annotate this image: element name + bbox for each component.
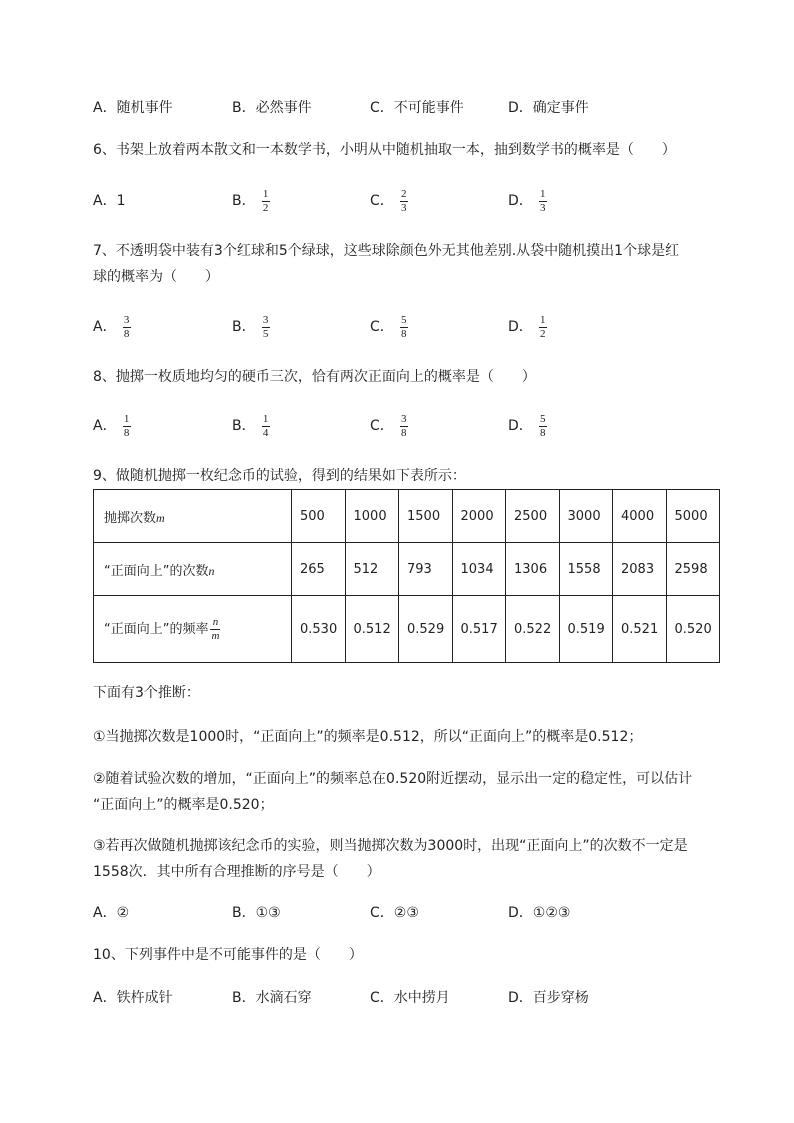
fraction bbox=[262, 315, 270, 340]
q5-options bbox=[0, 95, 794, 121]
option-label: B． bbox=[232, 319, 256, 335]
fraction bbox=[539, 414, 547, 439]
q5-option-a: A．随机事件 bbox=[93, 100, 173, 116]
numerator: 1 bbox=[540, 187, 546, 200]
fraction bbox=[539, 189, 547, 214]
q8-option-a bbox=[93, 413, 131, 439]
table-cell: 1558 bbox=[559, 543, 613, 596]
table-cell: 0.520 bbox=[666, 596, 720, 663]
q8-option-d bbox=[508, 413, 547, 439]
table-cell: 1500 bbox=[399, 490, 453, 543]
table-cell: 0.529 bbox=[399, 596, 453, 663]
table-cell: 1034 bbox=[452, 543, 506, 596]
option-label: D． bbox=[508, 193, 533, 209]
q7-option-d bbox=[508, 314, 547, 340]
option-label: A． bbox=[93, 319, 117, 335]
q5-option-c: C．不可能事件 bbox=[370, 100, 464, 116]
q7-option-c bbox=[370, 314, 408, 340]
table-cell: 0.521 bbox=[613, 596, 667, 663]
fraction bbox=[400, 414, 408, 439]
denominator: 5 bbox=[262, 327, 269, 340]
option-value: 1 bbox=[116, 193, 126, 209]
q6-option-d bbox=[508, 188, 547, 214]
q8-option-c bbox=[370, 413, 408, 439]
q7-text-line1: 7、不透明袋中装有3个红球和5个绿球，这些球除颜色外无其他差别.从袋中随机摸出1个球是红 bbox=[93, 243, 680, 259]
q10-options bbox=[0, 985, 794, 1011]
numerator: 3 bbox=[262, 313, 269, 326]
q6-option-c bbox=[370, 188, 408, 214]
q9-inference-2-line2: “正面向上”的概率是0.520； bbox=[93, 797, 274, 813]
denominator: 8 bbox=[123, 426, 130, 439]
fraction bbox=[262, 414, 270, 439]
q9-options bbox=[0, 900, 794, 926]
q9-option-d: D．①②③ bbox=[508, 905, 571, 921]
option-label: C． bbox=[370, 193, 394, 209]
table-cell: 3000 bbox=[559, 490, 613, 543]
table-cell: 793 bbox=[399, 543, 453, 596]
table-cell: 4000 bbox=[613, 490, 667, 543]
denominator: 3 bbox=[540, 201, 546, 214]
denominator: 8 bbox=[401, 426, 407, 439]
table-cell: 0.530 bbox=[292, 596, 346, 663]
denominator: 8 bbox=[540, 426, 546, 439]
q8-text: 8、抛掷一枚质地均匀的硬币三次，恰有两次正面向上的概率是（ ） bbox=[93, 369, 536, 385]
table-cell: 0.512 bbox=[345, 596, 399, 663]
q7-text-line2: 球的概率为（ ） bbox=[93, 269, 219, 285]
q6-option-a bbox=[93, 188, 126, 214]
fraction bbox=[123, 315, 131, 340]
option-label: C． bbox=[370, 319, 394, 335]
q10-option-a: A．铁杵成针 bbox=[93, 990, 173, 1006]
option-label: B． bbox=[232, 193, 256, 209]
q9-intro: 下面有3个推断： bbox=[93, 685, 200, 701]
table-row bbox=[94, 490, 720, 543]
denominator: 2 bbox=[540, 327, 546, 340]
fraction bbox=[400, 189, 408, 214]
q9-option-a: A．② bbox=[93, 905, 130, 921]
q7-options bbox=[0, 314, 794, 340]
table-row bbox=[94, 596, 720, 663]
q6-option-b bbox=[232, 188, 270, 214]
q5-option-d: D．确定事件 bbox=[508, 100, 589, 116]
option-label: A． bbox=[93, 193, 117, 209]
q10-option-b: B．水滴石穿 bbox=[232, 990, 312, 1006]
q9-text: 9、做随机抛掷一枚纪念币的试验，得到的结果如下表所示： bbox=[93, 468, 466, 484]
results-table bbox=[93, 489, 720, 663]
q7-option-a bbox=[93, 314, 131, 340]
row-header: 抛掷次数m bbox=[94, 490, 292, 543]
numerator: 3 bbox=[401, 412, 407, 425]
table-cell: 0.517 bbox=[452, 596, 506, 663]
option-label: B． bbox=[232, 418, 256, 434]
table-cell: 1306 bbox=[506, 543, 560, 596]
q9-inference-2-line1: ②随着试验次数的增加，“正面向上”的频率总在0.520附近摆动，显示出一定的稳定性，可以估计 bbox=[93, 771, 693, 787]
table-cell: 1000 bbox=[345, 490, 399, 543]
table-row bbox=[94, 543, 720, 596]
q10-option-c: C．水中捞月 bbox=[370, 990, 450, 1006]
q9-inference-1: ①当抛掷次数是1000时，“正面向上”的频率是0.512，所以“正面向上”的概率是0.512； bbox=[93, 729, 643, 745]
q6-text: 6、书架上放着两本散文和一本数学书，小明从中随机抽取一本，抽到数学书的概率是（ ） bbox=[93, 142, 676, 158]
fraction bbox=[539, 315, 547, 340]
row-header: “正面向上”的频率 $\frac{n}{m}$ bbox=[94, 596, 292, 663]
option-label: D． bbox=[508, 418, 533, 434]
denominator: 8 bbox=[401, 327, 407, 340]
q9-inference-3-line2: 1558次．其中所有合理推断的序号是（ ） bbox=[93, 864, 381, 880]
numerator: 1 bbox=[262, 412, 269, 425]
table-cell: 2083 bbox=[613, 543, 667, 596]
numerator: 1 bbox=[540, 313, 546, 326]
q9-option-c: C．②③ bbox=[370, 905, 419, 921]
numerator: 5 bbox=[540, 412, 546, 425]
table-cell: 2598 bbox=[666, 543, 720, 596]
option-label: A． bbox=[93, 418, 117, 434]
q9-inference-3-line1: ③若再次做随机抛掷该纪念币的实验，则当抛掷次数为3000时，出现“正面向上”的次数不一定是 bbox=[93, 838, 688, 854]
q6-options bbox=[0, 188, 794, 214]
table-cell: 0.519 bbox=[559, 596, 613, 663]
q7-option-b bbox=[232, 314, 270, 340]
fraction bbox=[262, 189, 270, 214]
numerator: 1 bbox=[123, 412, 130, 425]
q8-option-b bbox=[232, 413, 270, 439]
denominator: 3 bbox=[401, 201, 407, 214]
option-label: D． bbox=[508, 319, 533, 335]
table-cell: 500 bbox=[292, 490, 346, 543]
q10-text: 10、下列事件中是不可能事件的是（ ） bbox=[93, 947, 363, 963]
table-cell: 265 bbox=[292, 543, 346, 596]
denominator: 8 bbox=[123, 327, 130, 340]
table-cell: 512 bbox=[345, 543, 399, 596]
fraction bbox=[400, 315, 408, 340]
numerator: 2 bbox=[401, 187, 407, 200]
option-label: C． bbox=[370, 418, 394, 434]
fraction: $\frac{n}{m}$ bbox=[211, 615, 220, 642]
q8-options bbox=[0, 413, 794, 439]
q9-option-b: B．①③ bbox=[232, 905, 281, 921]
fraction bbox=[123, 414, 131, 439]
denominator: 4 bbox=[262, 426, 269, 439]
table-cell: 5000 bbox=[666, 490, 720, 543]
numerator: 3 bbox=[123, 313, 130, 326]
q10-option-d: D．百步穿杨 bbox=[508, 990, 589, 1006]
table-cell: 0.522 bbox=[506, 596, 560, 663]
row-header: “正面向上”的次数n bbox=[94, 543, 292, 596]
q5-option-b: B．必然事件 bbox=[232, 100, 312, 116]
table-cell: 2500 bbox=[506, 490, 560, 543]
numerator: 5 bbox=[401, 313, 407, 326]
numerator: 1 bbox=[262, 187, 269, 200]
denominator: 2 bbox=[262, 201, 269, 214]
table-cell: 2000 bbox=[452, 490, 506, 543]
